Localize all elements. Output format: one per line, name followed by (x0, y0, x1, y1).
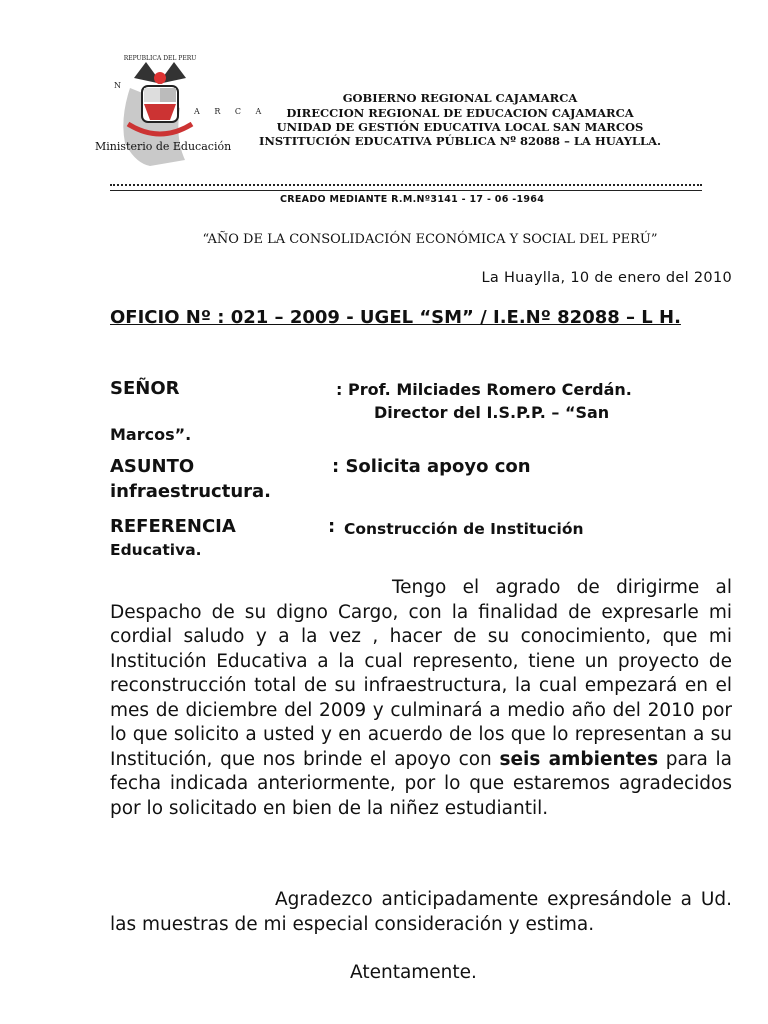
header-divider (110, 184, 702, 191)
referencia-value-2: Educativa. (110, 541, 202, 559)
ministry-label: Ministerio de Educación (95, 140, 232, 153)
svg-text:A R C A: A R C A (194, 107, 268, 116)
asunto-value: : Solicita apoyo con (332, 456, 531, 477)
closing: Atentamente. (350, 962, 477, 983)
body-p1-text: Tengo el agrado de dirigirme al Despacho de su digno Cargo, con la finalidad de expresarle mi cordial saludo y a la vez , hacer de su conocimiento, que mi Institución Educativa a la cual represento, tiene un proyecto de reconstrucción total de su infraestructura, la cual empezará en el mes de diciembre del 2009 y culminará a medio año del 2010 por lo que solicito a usted y en acuerdo de los que lo representan a su Institución, que nos brinde el apoyo con (110, 577, 732, 770)
body-paragraph-1 (110, 576, 732, 821)
year-motto: “AÑO DE LA CONSOLIDACIÓN ECONÓMICA Y SOCIAL DEL PERÚ” (202, 232, 658, 247)
referencia-label: REFERENCIA (110, 516, 236, 537)
body-p1-text-end: para la fecha indicada anteriormente, por lo que estaremos agradecidos por lo solicitado en bien de la niñez estudiantil. (110, 748, 732, 819)
header-line-1: GOBIERNO REGIONAL CAJAMARCA (342, 91, 578, 105)
senor-value-3: Marcos”. (110, 425, 192, 444)
header-line-2: DIRECCION REGIONAL DE EDUCACION CAJAMARCA (286, 106, 634, 120)
senor-value-2: Director del I.S.P.P. – “San (374, 403, 610, 422)
header-line-3: UNIDAD DE GESTIÓN EDUCATIVA LOCAL SAN MARCOS (276, 120, 644, 134)
referencia-value: Construcción de Institución (344, 520, 584, 538)
svg-text:N: N (114, 81, 121, 90)
oficio-number: OFICIO Nº : 021 – 2009 - UGEL “SM” / I.E.Nº 82088 – L H. (110, 307, 681, 328)
creation-note: CREADO MEDIANTE R.M.Nº3141 - 17 - 06 -1964 (280, 194, 545, 205)
header-line-4: INSTITUCIÓN EDUCATIVA PÚBLICA Nº 82088 – LA HUAYLLA. (258, 134, 662, 148)
letter-date: La Huaylla, 10 de enero del 2010 (481, 270, 732, 286)
asunto-value-2: infraestructura. (110, 481, 272, 502)
asunto-label: ASUNTO (110, 456, 195, 477)
senor-label: SEÑOR (110, 378, 180, 399)
senor-value: : Prof. Milciades Romero Cerdán. (336, 380, 632, 399)
body-paragraph-2: Agradezco anticipadamente expresándole a Ud. las muestras de mi especial consideración y estima. (110, 889, 732, 935)
referencia-colon: : (328, 516, 336, 537)
svg-text:REPUBLICA DEL PERU: REPUBLICA DEL PERU (123, 55, 197, 62)
body-p1-bold: seis ambientes (499, 748, 659, 770)
